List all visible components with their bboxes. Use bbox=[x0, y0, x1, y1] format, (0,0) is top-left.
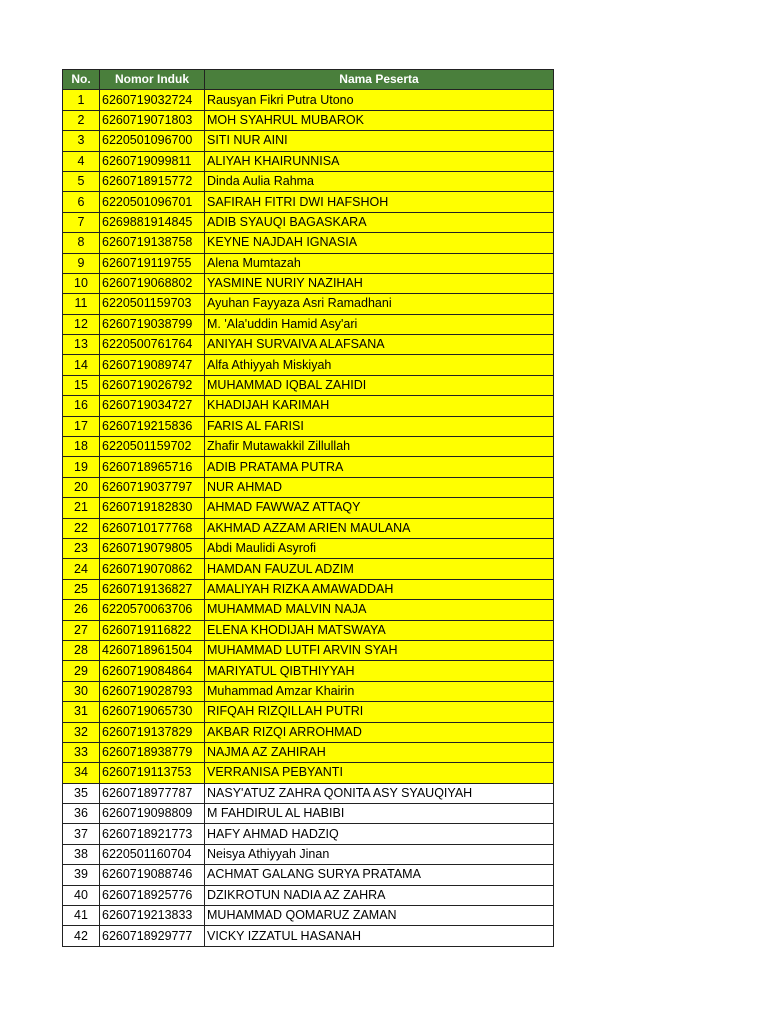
row-number: 13 bbox=[63, 335, 100, 355]
table-row bbox=[63, 171, 554, 191]
row-nomor-induk: 6220500761764 bbox=[100, 335, 205, 355]
table-row bbox=[63, 640, 554, 660]
table-row bbox=[63, 620, 554, 640]
row-nomor-induk: 6260719084864 bbox=[100, 661, 205, 681]
row-number: 31 bbox=[63, 702, 100, 722]
header-nomor-induk: Nomor Induk bbox=[100, 70, 205, 90]
row-number: 36 bbox=[63, 804, 100, 824]
table-row bbox=[63, 253, 554, 273]
row-nama-peserta: SITI NUR AINI bbox=[205, 131, 554, 151]
row-nama-peserta: Rausyan Fikri Putra Utono bbox=[205, 90, 554, 110]
row-number: 17 bbox=[63, 416, 100, 436]
row-nama-peserta: MUHAMMAD MALVIN NAJA bbox=[205, 600, 554, 620]
row-nomor-induk: 6260718965716 bbox=[100, 457, 205, 477]
table-row bbox=[63, 437, 554, 457]
table-row bbox=[63, 681, 554, 701]
row-nomor-induk: 6269881914845 bbox=[100, 212, 205, 232]
row-nama-peserta: AKBAR RIZQI ARROHMAD bbox=[205, 722, 554, 742]
table-row bbox=[63, 457, 554, 477]
row-nomor-induk: 6260719079805 bbox=[100, 538, 205, 558]
row-number: 42 bbox=[63, 926, 100, 946]
row-nomor-induk: 6260718938779 bbox=[100, 742, 205, 762]
table-row bbox=[63, 926, 554, 946]
row-number: 26 bbox=[63, 600, 100, 620]
row-nomor-induk: 6260719068802 bbox=[100, 273, 205, 293]
row-nomor-induk: 6260719065730 bbox=[100, 702, 205, 722]
table-row bbox=[63, 702, 554, 722]
table-row bbox=[63, 498, 554, 518]
table-row bbox=[63, 273, 554, 293]
row-number: 40 bbox=[63, 885, 100, 905]
row-nama-peserta: ALIYAH KHAIRUNNISA bbox=[205, 151, 554, 171]
row-nama-peserta: AKHMAD AZZAM ARIEN MAULANA bbox=[205, 518, 554, 538]
row-nama-peserta: AMALIYAH RIZKA AMAWADDAH bbox=[205, 579, 554, 599]
header-no: No. bbox=[63, 70, 100, 90]
table-row bbox=[63, 763, 554, 783]
row-nama-peserta: KEYNE NAJDAH IGNASIA bbox=[205, 233, 554, 253]
row-nomor-induk: 6260719070862 bbox=[100, 559, 205, 579]
row-number: 2 bbox=[63, 110, 100, 130]
row-nomor-induk: 6220570063706 bbox=[100, 600, 205, 620]
row-number: 33 bbox=[63, 742, 100, 762]
row-nomor-induk: 6260719136827 bbox=[100, 579, 205, 599]
row-nomor-induk: 6260719026792 bbox=[100, 375, 205, 395]
row-nomor-induk: 6260719119755 bbox=[100, 253, 205, 273]
row-nama-peserta: VERRANISA PEBYANTI bbox=[205, 763, 554, 783]
row-nama-peserta: RIFQAH RIZQILLAH PUTRI bbox=[205, 702, 554, 722]
row-nomor-induk: 6260719182830 bbox=[100, 498, 205, 518]
row-nomor-induk: 6260719028793 bbox=[100, 681, 205, 701]
table-row bbox=[63, 844, 554, 864]
row-nama-peserta: ADIB PRATAMA PUTRA bbox=[205, 457, 554, 477]
table-row bbox=[63, 192, 554, 212]
row-number: 35 bbox=[63, 783, 100, 803]
table-row bbox=[63, 355, 554, 375]
row-number: 22 bbox=[63, 518, 100, 538]
row-nomor-induk: 6220501096701 bbox=[100, 192, 205, 212]
row-nama-peserta: Alena Mumtazah bbox=[205, 253, 554, 273]
row-nama-peserta: ANIYAH SURVAIVA ALAFSANA bbox=[205, 335, 554, 355]
participant-table bbox=[62, 69, 554, 947]
row-number: 11 bbox=[63, 294, 100, 314]
row-nama-peserta: FARIS AL FARISI bbox=[205, 416, 554, 436]
row-number: 14 bbox=[63, 355, 100, 375]
row-nomor-induk: 6260718925776 bbox=[100, 885, 205, 905]
row-number: 21 bbox=[63, 498, 100, 518]
row-nomor-induk: 6260719034727 bbox=[100, 396, 205, 416]
row-nama-peserta: Ayuhan Fayyaza Asri Ramadhani bbox=[205, 294, 554, 314]
row-nama-peserta: ADIB SYAUQI BAGASKARA bbox=[205, 212, 554, 232]
row-nomor-induk: 6260719038799 bbox=[100, 314, 205, 334]
row-nama-peserta: Alfa Athiyyah Miskiyah bbox=[205, 355, 554, 375]
table-row bbox=[63, 396, 554, 416]
table-row bbox=[63, 885, 554, 905]
row-nama-peserta: HAFY AHMAD HADZIQ bbox=[205, 824, 554, 844]
row-number: 41 bbox=[63, 906, 100, 926]
table-row bbox=[63, 151, 554, 171]
table-row bbox=[63, 661, 554, 681]
row-number: 6 bbox=[63, 192, 100, 212]
table-row bbox=[63, 314, 554, 334]
row-nomor-induk: 4260718961504 bbox=[100, 640, 205, 660]
row-number: 10 bbox=[63, 273, 100, 293]
table-row bbox=[63, 212, 554, 232]
row-nomor-induk: 6260718921773 bbox=[100, 824, 205, 844]
table-header-row bbox=[63, 70, 554, 90]
row-nama-peserta: YASMINE NURIY NAZIHAH bbox=[205, 273, 554, 293]
row-nama-peserta: MUHAMMAD LUTFI ARVIN SYAH bbox=[205, 640, 554, 660]
row-nomor-induk: 6260719099811 bbox=[100, 151, 205, 171]
row-nama-peserta: NASY'ATUZ ZAHRA QONITA ASY SYAUQIYAH bbox=[205, 783, 554, 803]
row-nama-peserta: AHMAD FAWWAZ ATTAQY bbox=[205, 498, 554, 518]
row-number: 28 bbox=[63, 640, 100, 660]
row-number: 19 bbox=[63, 457, 100, 477]
table-row bbox=[63, 90, 554, 110]
row-nama-peserta: DZIKROTUN NADIA AZ ZAHRA bbox=[205, 885, 554, 905]
row-nama-peserta: M. 'Ala'uddin Hamid Asy'ari bbox=[205, 314, 554, 334]
row-nomor-induk: 6260718977787 bbox=[100, 783, 205, 803]
row-number: 18 bbox=[63, 437, 100, 457]
row-nomor-induk: 6260719137829 bbox=[100, 722, 205, 742]
table-row bbox=[63, 579, 554, 599]
row-number: 16 bbox=[63, 396, 100, 416]
row-nomor-induk: 6260719098809 bbox=[100, 804, 205, 824]
table-body bbox=[63, 90, 554, 946]
row-number: 29 bbox=[63, 661, 100, 681]
row-nama-peserta: NAJMA AZ ZAHIRAH bbox=[205, 742, 554, 762]
table-row bbox=[63, 559, 554, 579]
row-number: 24 bbox=[63, 559, 100, 579]
row-nama-peserta: MUHAMMAD QOMARUZ ZAMAN bbox=[205, 906, 554, 926]
table-row bbox=[63, 906, 554, 926]
row-nomor-induk: 6260719089747 bbox=[100, 355, 205, 375]
row-nama-peserta: HAMDAN FAUZUL ADZIM bbox=[205, 559, 554, 579]
row-number: 27 bbox=[63, 620, 100, 640]
table-row bbox=[63, 477, 554, 497]
row-nomor-induk: 6220501096700 bbox=[100, 131, 205, 151]
row-nama-peserta: Neisya Athiyyah Jinan bbox=[205, 844, 554, 864]
row-nama-peserta: ELENA KHODIJAH MATSWAYA bbox=[205, 620, 554, 640]
table-row bbox=[63, 824, 554, 844]
table-row bbox=[63, 742, 554, 762]
header-nama-peserta: Nama Peserta bbox=[205, 70, 554, 90]
row-nama-peserta: ACHMAT GALANG SURYA PRATAMA bbox=[205, 865, 554, 885]
row-number: 8 bbox=[63, 233, 100, 253]
row-nomor-induk: 6260719088746 bbox=[100, 865, 205, 885]
row-nama-peserta: NUR AHMAD bbox=[205, 477, 554, 497]
row-number: 32 bbox=[63, 722, 100, 742]
row-number: 23 bbox=[63, 538, 100, 558]
row-nama-peserta: MOH SYAHRUL MUBAROK bbox=[205, 110, 554, 130]
row-nomor-induk: 6260719113753 bbox=[100, 763, 205, 783]
row-number: 4 bbox=[63, 151, 100, 171]
row-nomor-induk: 6260719032724 bbox=[100, 90, 205, 110]
row-number: 25 bbox=[63, 579, 100, 599]
table-row bbox=[63, 335, 554, 355]
row-number: 39 bbox=[63, 865, 100, 885]
row-nama-peserta: M FAHDIRUL AL HABIBI bbox=[205, 804, 554, 824]
table-row bbox=[63, 722, 554, 742]
row-number: 9 bbox=[63, 253, 100, 273]
row-number: 38 bbox=[63, 844, 100, 864]
row-number: 37 bbox=[63, 824, 100, 844]
row-number: 3 bbox=[63, 131, 100, 151]
row-number: 12 bbox=[63, 314, 100, 334]
row-number: 20 bbox=[63, 477, 100, 497]
table-row bbox=[63, 110, 554, 130]
row-nama-peserta: Zhafir Mutawakkil Zillullah bbox=[205, 437, 554, 457]
row-nomor-induk: 6260718929777 bbox=[100, 926, 205, 946]
table-row bbox=[63, 538, 554, 558]
row-nomor-induk: 6220501159703 bbox=[100, 294, 205, 314]
row-nama-peserta: Dinda Aulia Rahma bbox=[205, 171, 554, 191]
row-nama-peserta: Muhammad Amzar Khairin bbox=[205, 681, 554, 701]
row-nama-peserta: VICKY IZZATUL HASANAH bbox=[205, 926, 554, 946]
row-nomor-induk: 6260719071803 bbox=[100, 110, 205, 130]
row-number: 7 bbox=[63, 212, 100, 232]
row-nama-peserta: MUHAMMAD IQBAL ZAHIDI bbox=[205, 375, 554, 395]
table-row bbox=[63, 233, 554, 253]
table-row bbox=[63, 865, 554, 885]
row-nomor-induk: 6260719213833 bbox=[100, 906, 205, 926]
table-row bbox=[63, 416, 554, 436]
row-number: 34 bbox=[63, 763, 100, 783]
table-row bbox=[63, 804, 554, 824]
table-row bbox=[63, 518, 554, 538]
row-number: 30 bbox=[63, 681, 100, 701]
row-nama-peserta: SAFIRAH FITRI DWI HAFSHOH bbox=[205, 192, 554, 212]
table-row bbox=[63, 375, 554, 395]
table-row bbox=[63, 783, 554, 803]
row-nama-peserta: KHADIJAH KARIMAH bbox=[205, 396, 554, 416]
row-nomor-induk: 6260719138758 bbox=[100, 233, 205, 253]
row-nomor-induk: 6220501160704 bbox=[100, 844, 205, 864]
row-nama-peserta: MARIYATUL QIBTHIYYAH bbox=[205, 661, 554, 681]
table-row bbox=[63, 131, 554, 151]
row-number: 1 bbox=[63, 90, 100, 110]
row-nomor-induk: 6260718915772 bbox=[100, 171, 205, 191]
row-nama-peserta: Abdi Maulidi Asyrofi bbox=[205, 538, 554, 558]
row-nomor-induk: 6220501159702 bbox=[100, 437, 205, 457]
row-number: 15 bbox=[63, 375, 100, 395]
row-nomor-induk: 6260710177768 bbox=[100, 518, 205, 538]
row-nomor-induk: 6260719215836 bbox=[100, 416, 205, 436]
table-row bbox=[63, 294, 554, 314]
row-number: 5 bbox=[63, 171, 100, 191]
row-nomor-induk: 6260719116822 bbox=[100, 620, 205, 640]
row-nomor-induk: 6260719037797 bbox=[100, 477, 205, 497]
table-row bbox=[63, 600, 554, 620]
